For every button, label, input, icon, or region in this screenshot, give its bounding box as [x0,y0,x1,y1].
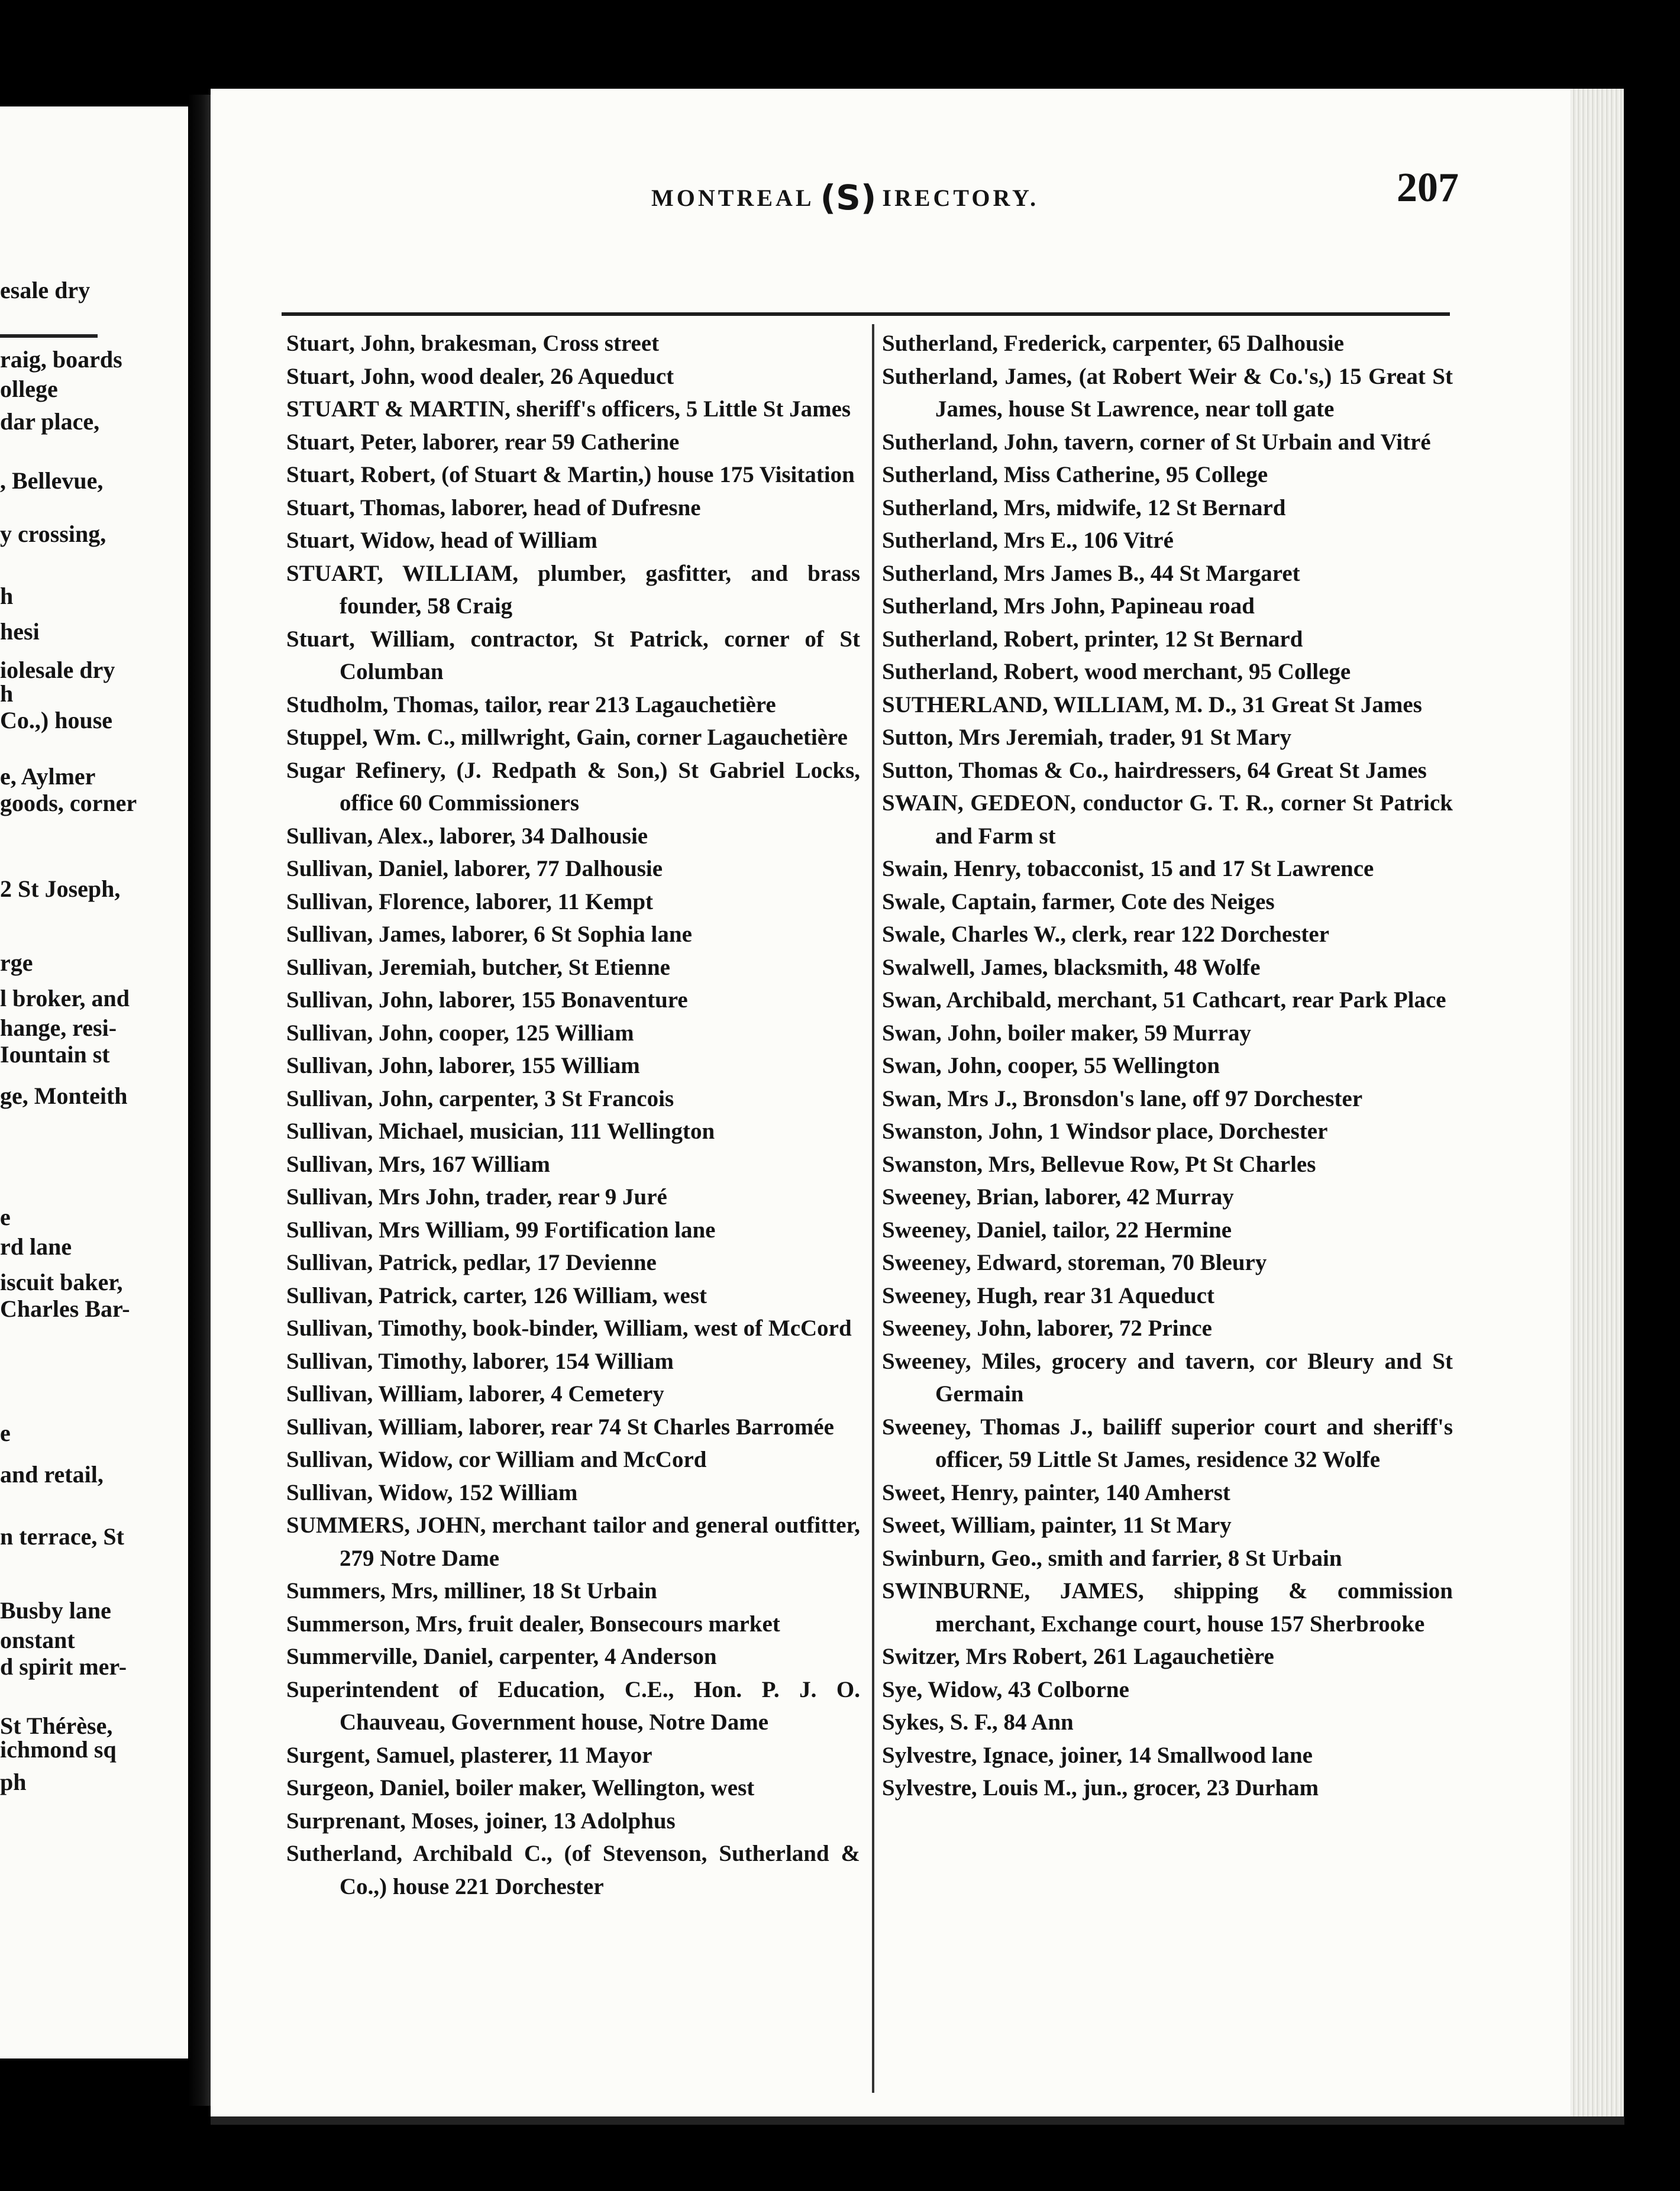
directory-entry: Summerville, Daniel, carpenter, 4 Anderson [286,1644,717,1669]
directory-entry: Sweeney, Edward, storeman, 70 Bleury [882,1250,1267,1275]
directory-entry: Sweeney, Hugh, rear 31 Aqueduct [882,1282,1214,1308]
directory-entry: Swan, John, cooper, 55 Wellington [882,1053,1220,1078]
directory-entry: Sullivan, John, carpenter, 3 St Francois [286,1085,674,1111]
page-edges [1571,89,1624,2124]
directory-entry: Stuart, William, contractor, St Patrick, corner of St Columban [286,626,860,684]
directory-entry: Sye, Widow, 43 Colborne [882,1676,1129,1702]
directory-entry: Sweet, Henry, painter, 140 Amherst [882,1479,1230,1505]
directory-entry: Sullivan, Alex., laborer, 34 Dalhousie [286,823,648,849]
directory-entry: Swale, Charles W., clerk, rear 122 Dorchester [882,922,1330,947]
directory-entry: Swanston, Mrs, Bellevue Row, Pt St Charles [882,1151,1316,1177]
directory-entry: STUART & MARTIN, sheriff's officers, 5 Little St James [286,396,851,422]
directory-entry: Swalwell, James, blacksmith, 48 Wolfe [882,954,1261,980]
directory-entry: Sullivan, Patrick, carter, 126 William, west [286,1282,707,1308]
directory-entry: Stuart, Thomas, laborer, head of Dufresne [286,495,701,521]
running-head-right: IRECTORY. [882,185,1039,211]
directory-entry: Surgent, Samuel, plasterer, 11 Mayor [286,1742,652,1768]
facing-page-line: e [0,1420,11,1446]
directory-entry: SUMMERS, JOHN, merchant tailor and general outfitter, 279 Notre Dame [286,1513,860,1571]
book-gutter [188,95,212,2106]
facing-page-line: rge [0,949,33,976]
facing-page-rule [0,334,98,338]
directory-entry: SUTHERLAND, WILLIAM, M. D., 31 Great St James [882,691,1422,718]
left-column-entries [286,327,860,1903]
directory-entry: Sugar Refinery, (J. Redpath & Son,) St Gabriel Locks, office 60 Commissioners [286,757,860,816]
facing-page-line: Busby lane [0,1597,111,1624]
facing-page-line: dar place, [0,408,100,435]
facing-page-line: hange, resi- [0,1014,117,1041]
facing-page-line: iscuit baker, [0,1269,123,1295]
directory-entry: Sweeney, Thomas J., bailiff superior court and sheriff's officer, 59 Little St James, residence 32 Wolfe [882,1414,1453,1472]
page-number: 207 [1397,165,1459,211]
directory-entry: Sutherland, James, (at Robert Weir & Co.'s,) 15 Great St James, house St Lawrence, near toll gate [882,363,1453,422]
directory-entry: Sutherland, Miss Catherine, 95 College [882,462,1268,487]
directory-entry: Swan, John, boiler maker, 59 Murray [882,1020,1252,1046]
directory-entry: Sullivan, John, laborer, 155 William [286,1053,640,1078]
directory-entry: Summerson, Mrs, fruit dealer, Bonsecours market [286,1611,780,1637]
directory-entry: Stuart, John, brakesman, Cross street [286,331,660,356]
directory-entry: Sullivan, Mrs, 167 William [286,1151,551,1177]
facing-page-line: n terrace, St [0,1523,124,1550]
directory-entry: Sutherland, Mrs James B., 44 St Margaret [882,560,1300,586]
directory-entry: SWAIN, GEDEON, conductor G. T. R., corner St Patrick and Farm st [882,790,1453,849]
header-rule [282,312,1450,316]
directory-entry: Stuart, Robert, (of Stuart & Martin,) house 175 Visitation [286,462,855,487]
directory-entry: Swale, Captain, farmer, Cote des Neiges [882,888,1275,914]
facing-page-line: 2 St Joseph, [0,875,121,902]
facing-page-line: h [0,583,14,609]
directory-entry: Sullivan, Timothy, laborer, 154 William [286,1348,674,1374]
facing-page-line: Co.,) house [0,707,113,733]
facing-page-line: rd lane [0,1233,72,1260]
directory-entry: Swinburn, Geo., smith and farrier, 8 St Urbain [882,1545,1342,1571]
directory-entry: Studholm, Thomas, tailor, rear 213 Lagauchetière [286,691,776,718]
directory-entry: Sutherland, Frederick, carpenter, 65 Dalhousie [882,331,1345,356]
directory-entry: Surgeon, Daniel, boiler maker, Wellington, west [286,1775,755,1801]
running-head [651,177,1039,218]
facing-page-line: and retail, [0,1461,104,1488]
directory-entry: Sutherland, Archibald C., (of Stevenson, Sutherland & Co.,) house 221 Dorchester [286,1841,860,1899]
directory-entry: Sutton, Mrs Jeremiah, trader, 91 St Mary [882,725,1292,750]
facing-page-line: , Bellevue, [0,467,104,494]
directory-entry: Stuart, Peter, laborer, rear 59 Catherine [286,429,680,455]
facing-page-line: Charles Bar- [0,1295,130,1322]
facing-page-line: l broker, and [0,985,130,1012]
directory-entry: Sutherland, Mrs E., 106 Vitré [882,528,1174,553]
directory-entry: Sullivan, Florence, laborer, 11 Kempt [286,888,654,914]
facing-page-line: ichmond sq [0,1736,117,1763]
directory-entry: Sullivan, Patrick, pedlar, 17 Devienne [286,1250,657,1275]
directory-entry: Stuart, John, wood dealer, 26 Aqueduct [286,363,674,389]
directory-entry: Swain, Henry, tobacconist, 15 and 17 St Lawrence [882,856,1374,881]
directory-entry: Swan, Archibald, merchant, 51 Cathcart, rear Park Place [882,987,1446,1013]
facing-page-line: ollege [0,376,58,402]
facing-page-line: d spirit mer- [0,1653,127,1680]
facing-page-line: e, Aylmer [0,763,96,790]
directory-entry: Sutherland, John, tavern, corner of St Urbain and Vitré [882,429,1431,455]
facing-page-line: St Thérèse, [0,1712,113,1739]
directory-entry: Sullivan, Mrs William, 99 Fortification lane [286,1217,716,1243]
facing-page-fragment [0,106,188,2058]
directory-entry: Sullivan, Mrs John, trader, rear 9 Juré [286,1184,667,1210]
directory-entry: Sullivan, Daniel, laborer, 77 Dalhousie [286,856,663,881]
directory-entry: Sutherland, Robert, wood merchant, 95 College [882,659,1351,684]
directory-entry: Sylvestre, Ignace, joiner, 14 Smallwood lane [882,1742,1313,1768]
facing-page-line: e [0,1204,11,1230]
directory-entry: Sutherland, Mrs John, Papineau road [882,593,1255,619]
facing-page-line: y crossing, [0,521,106,547]
facing-page-line: Iountain st [0,1041,110,1068]
directory-entry: Summers, Mrs, milliner, 18 St Urbain [286,1578,657,1604]
directory-entry: Stuppel, Wm. C., millwright, Gain, corner Lagauchetière [286,725,848,750]
directory-entry: Switzer, Mrs Robert, 261 Lagauchetière [882,1644,1274,1669]
directory-entry: Sylvestre, Louis M., jun., grocer, 23 Durham [882,1775,1319,1801]
directory-entry: Superintendent of Education, C.E., Hon. P. J. O. Chauveau, Government house, Notre Dame [286,1676,860,1735]
directory-entry: Sullivan, James, laborer, 6 St Sophia lane [286,922,692,947]
directory-entry: Sutherland, Mrs, midwife, 12 St Bernard [882,495,1286,521]
facing-page-line: onstant [0,1627,75,1653]
facing-page-line: esale dry [0,277,91,303]
directory-entry: Sutherland, Robert, printer, 12 St Bernard [882,626,1303,652]
right-column-entries [882,327,1453,1805]
facing-page-line: h [0,680,14,707]
facing-page-line: raig, boards [0,346,122,373]
facing-page-line: hesi [0,618,40,645]
facing-page-line: goods, corner [0,790,137,816]
directory-entry: Sullivan, Jeremiah, butcher, St Etienne [286,954,670,980]
directory-entry: Sutton, Thomas & Co., hairdressers, 64 Great St James [882,757,1427,783]
directory-entry: Sweeney, John, laborer, 72 Prince [882,1316,1212,1341]
directory-entry: Swan, Mrs J., Bronsdon's lane, off 97 Dorchester [882,1085,1363,1111]
directory-entry: SWINBURNE, JAMES, shipping & commission merchant, Exchange court, house 157 Sherbrooke [882,1578,1453,1637]
directory-entry: Sullivan, William, laborer, rear 74 St Charles Barromée [286,1414,834,1440]
running-head-left: MONTREAL [651,185,815,211]
directory-entry: Sweeney, Miles, grocery and tavern, cor Bleury and St Germain [882,1348,1453,1407]
directory-entry: Sullivan, William, laborer, 4 Cemetery [286,1381,664,1407]
facing-page-line: ge, Monteith [0,1082,128,1109]
directory-entry: Surprenant, Moses, joiner, 13 Adolphus [286,1808,676,1834]
section-letter: (S) [820,177,877,218]
page-bottom-edge [211,2116,1624,2125]
directory-entry: Sweet, William, painter, 11 St Mary [882,1513,1232,1538]
directory-entry: STUART, WILLIAM, plumber, gasfitter, and brass founder, 58 Craig [286,560,860,619]
directory-entry: Sullivan, John, laborer, 155 Bonaventure [286,987,688,1013]
directory-entry: Swanston, John, 1 Windsor place, Dorchester [882,1119,1328,1144]
directory-entry: Sullivan, Michael, musician, 111 Wellington [286,1119,715,1144]
directory-entry: Sullivan, Widow, cor William and McCord [286,1447,707,1472]
facing-page-line: iolesale dry [0,657,115,683]
directory-entry: Sullivan, Widow, 152 William [286,1479,578,1505]
directory-entry: Sweeney, Daniel, tailor, 22 Hermine [882,1217,1232,1243]
directory-entry: Sullivan, John, cooper, 125 William [286,1020,634,1046]
directory-page [211,89,1604,2118]
column-divider [872,324,874,2093]
directory-entry: Sullivan, Timothy, book-binder, William, west of McCord [286,1316,852,1341]
directory-entry: Sykes, S. F., 84 Ann [882,1710,1074,1735]
directory-entry: Stuart, Widow, head of William [286,528,597,553]
facing-page-line: ph [0,1769,27,1795]
directory-entry: Sweeney, Brian, laborer, 42 Murray [882,1184,1234,1210]
